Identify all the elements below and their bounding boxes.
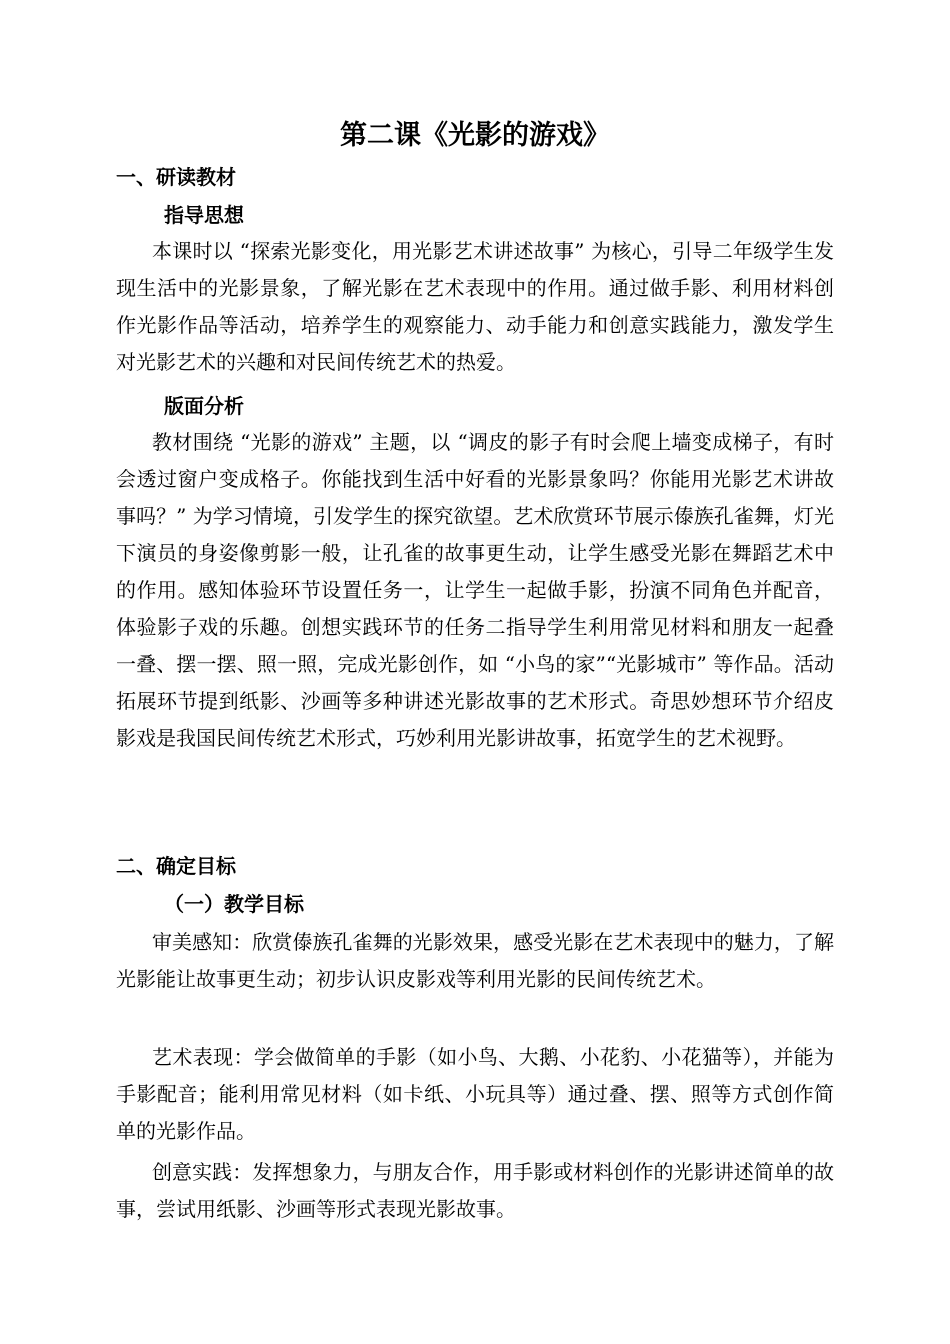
- paragraph-layout-analysis: 教材围绕 “光影的游戏” 主题，以 “调皮的影子有时会爬上墙变成梯子，有时会透过窗户变成格子。你能找到生活中好看的光影景象吗？你能用光影艺术讲故事吗？” 为学习情境，引发学生的探究欲望。艺术欣赏环节展示傣族孔雀舞，灯光下演员的身姿像剪影一般，让孔雀的故事更生动，让学生感受光影在舞蹈艺术中的作用。感知体验环节设置任务一，让学生一起做手影，扮演不同角色并配音，体验影子戏的乐趣。创想实践环节的任务二指导学生利用常见材料和朋友一起叠一叠、摆一摆、照一照，完成光影创作，如 “小鸟的家”“光影城市” 等作品。活动拓展环节提到纸影、沙画等多种讲述光影故事的艺术形式。奇思妙想环节介绍皮影戏是我国民间传统艺术形式，巧妙利用光影讲故事，拓宽学生的艺术视野。: [116, 430, 834, 750]
- document-title: 第二课《光影的游戏》: [340, 120, 610, 151]
- subheading-layout-analysis: 版面分析: [164, 394, 244, 418]
- subheading-teaching-goals: （一）教学目标: [164, 892, 304, 916]
- paragraph-creative-practice: 创意实践：发挥想象力，与朋友合作，用手影或材料创作的光影讲述简单的故事，尝试用纸影、沙画等形式表现光影故事。: [116, 1160, 834, 1221]
- paragraph-guiding-thought: 本课时以 “探索光影变化，用光影艺术讲述故事” 为核心，引导二年级学生发现生活中的光影景象，了解光影在艺术表现中的作用。通过做手影、利用材料创作光影作品等活动，培养学生的观察能力、动手能力和创意实践能力，激发学生对光影艺术的兴趣和对民间传统艺术的热爱。: [116, 239, 834, 374]
- subheading-guiding-thought: 指导思想: [164, 203, 244, 227]
- section-heading-set-goals: 二、确定目标: [116, 854, 236, 878]
- paragraph-artistic-expression: 艺术表现：学会做简单的手影（如小鸟、大鹅、小花豹、小花猫等），并能为手影配音；能利用常见材料（如卡纸、小玩具等）通过叠、摆、照等方式创作简单的光影作品。: [116, 1045, 834, 1143]
- section-heading-study-materials: 一、研读教材: [116, 165, 236, 189]
- paragraph-aesthetic-perception: 审美感知：欣赏傣族孔雀舞的光影效果，感受光影在艺术表现中的魅力，了解光影能让故事更生动；初步认识皮影戏等利用光影的民间传统艺术。: [116, 930, 834, 991]
